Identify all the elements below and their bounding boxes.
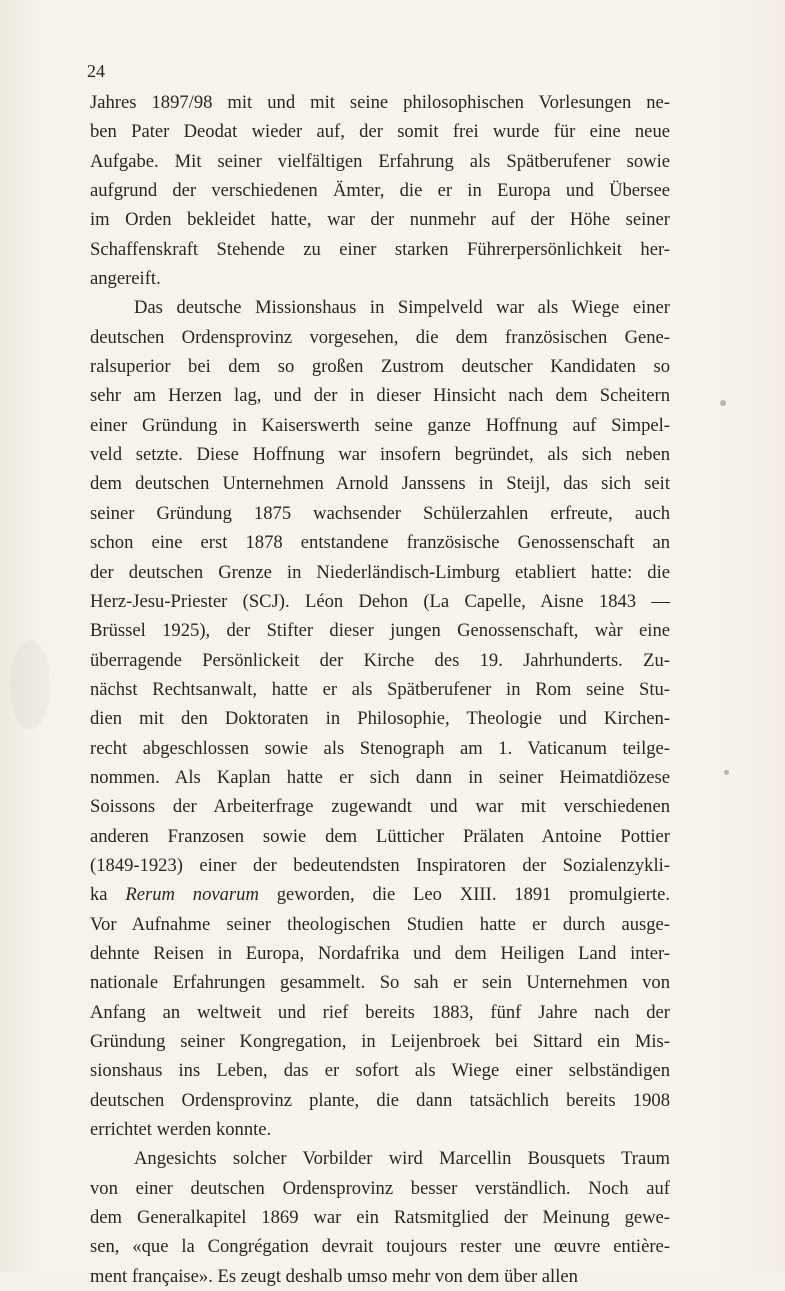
text-line: überragende Persönlickeit der Kirche des 19. Jahrhunderts. Zu- xyxy=(90,649,670,671)
text-line: Vor Aufnahme seiner theologischen Studien hatte er durch ausge- xyxy=(90,913,670,935)
text-line: nächst Rechtsanwalt, hatte er als Spätberufener in Rom seine Stu- xyxy=(90,678,670,700)
text-run: ka xyxy=(90,884,126,906)
text-line: seiner Gründung 1875 wachsender Schülerzahlen erfreute, auch xyxy=(90,502,670,524)
text-line: deutschen Ordensprovinz vorgesehen, die dem französischen Gene- xyxy=(90,326,670,348)
paragraph xyxy=(90,1144,670,1291)
text-line: angereift. xyxy=(90,268,161,290)
text-line: Jahres 1897/98 mit und mit seine philosophischen Vorlesungen ne- xyxy=(90,92,670,113)
text-line: Angesichts solcher Vorbilder wird Marcellin Bousquets Traum xyxy=(134,1148,670,1170)
text-line: recht abgeschlossen sowie als Stenograph am 1. Vaticanum teilge- xyxy=(90,737,670,759)
text-line: ralsuperior bei dem so großen Zustrom deutscher Kandidaten so xyxy=(90,356,670,378)
text-line: dehnte Reisen in Europa, Nordafrika und dem Heiligen Land inter- xyxy=(90,942,670,964)
text-line: ben Pater Deodat wieder auf, der somit frei wurde für eine neue xyxy=(90,121,670,143)
text-line: aufgrund der verschiedenen Ämter, die er in Europa und Übersee xyxy=(90,180,670,202)
page-number: 24 xyxy=(87,61,105,81)
text-line: Gründung seiner Kongregation, in Leijenbroek bei Sittard ein Mis- xyxy=(90,1031,670,1052)
text-line: sehr am Herzen lag, und der in dieser Hinsicht nach dem Scheitern xyxy=(90,385,670,407)
text-line: Soissons der Arbeiterfrage zugewandt und war mit verschiedenen xyxy=(90,796,670,818)
text-line: Anfang an weltweit und rief bereits 1883, fünf Jahre nach der xyxy=(90,1001,670,1023)
page-smudge xyxy=(10,640,50,730)
text-line: (1849-1923) einer der bedeutendsten Inspiratoren der Sozialenzykli- xyxy=(90,854,670,876)
text-line: schon eine erst 1878 entstandene französische Genossenschaft an xyxy=(90,532,670,554)
text-line: sionshaus ins Leben, das er sofort als Wiege einer selbständigen xyxy=(90,1060,670,1082)
text-line: Aufgabe. Mit seiner vielfältigen Erfahrung als Spätberufener sowie xyxy=(90,150,670,172)
page-smudge xyxy=(720,400,726,406)
text-line: veld setzte. Diese Hoffnung war insofern begründet, als sich neben xyxy=(90,444,670,466)
text-line: von einer deutschen Ordensprovinz besser verständlich. Noch auf xyxy=(90,1177,670,1199)
text-line xyxy=(90,880,670,909)
text-line: nommen. Als Kaplan hatte er sich dann in seiner Heimatdiözese xyxy=(90,766,670,788)
text-line: deutschen Ordensprovinz plante, die dann tatsächlich bereits 1908 xyxy=(90,1089,670,1111)
text-line: Das deutsche Missionshaus in Simpelveld war als Wiege einer xyxy=(134,297,670,319)
paragraph xyxy=(90,88,670,293)
text-line: anderen Franzosen sowie dem Lütticher Prälaten Antoine Pottier xyxy=(90,825,670,847)
text-line: dien mit den Doktoraten in Philosophie, Theologie und Kirchen- xyxy=(90,708,670,730)
text-line: dem deutschen Unternehmen Arnold Janssens in Steijl, das sich seit xyxy=(90,473,670,495)
paragraph xyxy=(90,293,670,1144)
page-smudge xyxy=(724,770,729,775)
text-line: nationale Erfahrungen gesammelt. So sah er sein Unternehmen von xyxy=(90,972,670,994)
text-line: dem Generalkapitel 1869 war ein Ratsmitglied der Meinung gewe- xyxy=(90,1207,670,1229)
text-line: Herz-Jesu-Priester (SCJ). Léon Dehon (La Capelle, Aisne 1843 — xyxy=(90,590,670,612)
text-line: sen, «que la Congrégation devrait toujours rester une œuvre entière- xyxy=(90,1236,670,1258)
text-line: der deutschen Grenze in Niederländisch-Limburg etabliert hatte: die xyxy=(90,561,670,583)
text-line: im Orden bekleidet hatte, war der nunmehr auf der Höhe seiner xyxy=(90,209,670,231)
text-line: errichtet werden konnte. xyxy=(90,1119,272,1141)
italic-title: Rerum novarum xyxy=(125,884,259,906)
body-text xyxy=(90,88,670,1291)
text-line: ment française». Es zeugt deshalb umso mehr von dem über allen xyxy=(90,1265,578,1287)
text-run: geworden, die Leo XIII. 1891 promulgierte. xyxy=(258,884,670,906)
text-line: Brüssel 1925), der Stifter dieser jungen Genossenschaft, wàr eine xyxy=(90,620,670,642)
text-line: einer Gründung in Kaiserswerth seine ganze Hoffnung auf Simpel- xyxy=(90,414,670,436)
text-line: Schaffenskraft Stehende zu einer starken Führerpersönlichkeit her- xyxy=(90,238,670,260)
